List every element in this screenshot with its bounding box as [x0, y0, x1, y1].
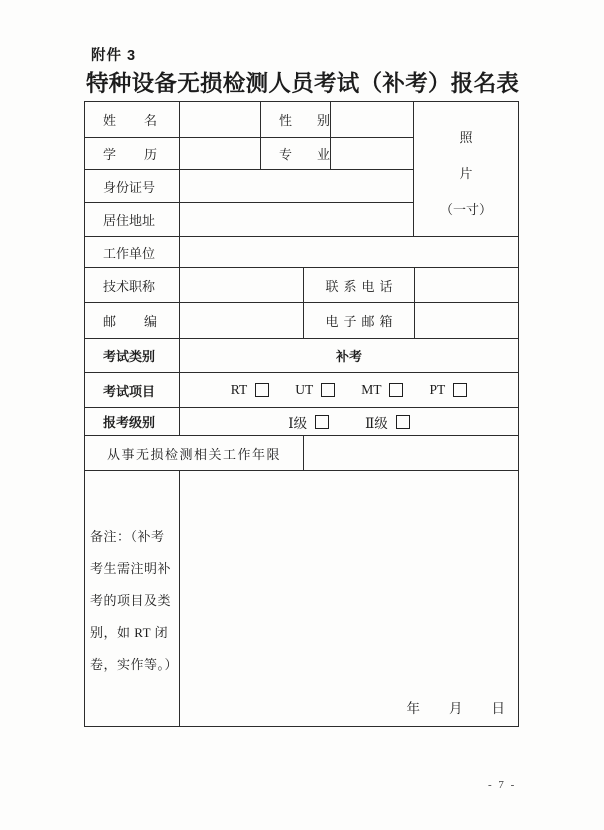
exam-category-value: 补考 [179, 339, 518, 372]
registration-table [84, 101, 519, 727]
id-number-value-field[interactable] [179, 170, 413, 202]
exam-subjects-options [179, 373, 518, 407]
postcode-value-field[interactable] [179, 303, 303, 338]
phone-value-field[interactable] [414, 268, 518, 302]
row-id-number [85, 169, 413, 202]
level-option-2 [365, 412, 410, 432]
name-label: 姓名 [103, 113, 157, 128]
personal-info-rows [85, 102, 413, 236]
gender-label: 性别 [279, 113, 330, 128]
row-exam-subjects [85, 372, 518, 407]
tech-title-label-cell [85, 268, 179, 302]
personal-info-section [85, 102, 518, 236]
checkbox-level2-icon[interactable] [396, 415, 410, 429]
major-label: 专业 [279, 147, 330, 162]
exam-subjects-label: 考试项目 [103, 383, 156, 399]
name-label-cell [85, 102, 179, 137]
row-work-years [85, 435, 518, 470]
remark-value-field[interactable] [179, 471, 518, 726]
row-apply-level [85, 407, 518, 435]
remark-line-1: 备注：（补考 [90, 529, 165, 544]
page-title: 特种设备无损检测人员考试（补考）报名表 [86, 71, 520, 96]
remark-label-cell [85, 471, 179, 726]
work-unit-label-cell [85, 237, 179, 267]
checkbox-pt-icon[interactable] [453, 383, 467, 397]
level-label-cell [85, 408, 179, 435]
work-unit-value-field[interactable] [179, 237, 518, 267]
day-label: 日 [491, 701, 505, 716]
major-label-cell [260, 138, 330, 169]
id-number-label: 身份证号 [103, 179, 156, 195]
phone-label-cell [303, 268, 414, 302]
work-years-value-field[interactable] [303, 436, 518, 470]
row-address [85, 202, 413, 236]
name-value-field[interactable] [179, 102, 260, 137]
page-number: - 7 - [488, 779, 517, 791]
id-number-label-cell [85, 170, 179, 202]
subject-option-ut [295, 382, 335, 398]
postcode-label-cell [85, 303, 179, 338]
education-label: 学历 [103, 147, 157, 162]
level-options [179, 408, 518, 435]
row-remark [85, 470, 518, 726]
subject-pt-label: PT [429, 382, 446, 397]
row-postcode-email [85, 302, 518, 338]
phone-label: 联系电话 [325, 278, 398, 294]
row-exam-category [85, 338, 518, 372]
level-1-label: Ⅰ级 [288, 415, 308, 431]
checkbox-rt-icon[interactable] [255, 383, 269, 397]
checkbox-level1-icon[interactable] [315, 415, 329, 429]
subject-option-mt [361, 382, 403, 398]
email-value-field[interactable] [414, 303, 518, 338]
photo-placeholder [413, 102, 518, 236]
subject-mt-label: MT [361, 382, 382, 397]
gender-value-field[interactable] [330, 102, 413, 137]
work-years-label-cell [85, 436, 303, 470]
subject-ut-label: UT [295, 382, 314, 397]
email-label-cell [303, 303, 414, 338]
work-years-label: 从事无损检测相关工作年限 [106, 446, 281, 462]
education-value-field[interactable] [179, 138, 260, 169]
level-option-1 [288, 412, 329, 432]
date-line [407, 697, 506, 717]
row-education-major [85, 137, 413, 169]
checkbox-mt-icon[interactable] [389, 383, 403, 397]
checkbox-ut-icon[interactable] [321, 383, 335, 397]
photo-label-line3: （一寸） [439, 201, 492, 217]
row-work-unit [85, 236, 518, 267]
month-label: 月 [449, 701, 463, 716]
remark-line-3: 考的项目及类 [90, 593, 172, 608]
email-label: 电子邮箱 [325, 314, 398, 329]
postcode-label: 邮编 [103, 314, 157, 329]
address-label: 居住地址 [103, 213, 156, 228]
address-label-cell [85, 203, 179, 236]
exam-subjects-label-cell [85, 373, 179, 407]
remark-line-4: 别，如 RT 闭 [90, 625, 169, 640]
remark-line-5: 卷，实作等。） [90, 657, 179, 672]
subject-option-rt [231, 382, 269, 398]
education-label-cell [85, 138, 179, 169]
subject-rt-label: RT [230, 382, 248, 397]
remark-line-2: 考生需注明补 [90, 561, 172, 576]
photo-label-line2: 片 [459, 165, 473, 181]
subject-option-pt [429, 382, 467, 398]
gender-label-cell [260, 102, 330, 137]
row-name-gender [85, 102, 413, 137]
tech-title-value-field[interactable] [179, 268, 303, 302]
tech-title-label: 技术职称 [103, 278, 156, 294]
exam-category-label-cell [85, 339, 179, 372]
row-tech-title-phone [85, 267, 518, 302]
exam-category-label: 考试类别 [103, 349, 156, 364]
work-unit-label: 工作单位 [103, 245, 156, 261]
major-value-field[interactable] [330, 138, 413, 169]
level-label: 报考级别 [103, 415, 156, 430]
year-label: 年 [406, 701, 420, 716]
attachment-label: 附件 3 [91, 48, 137, 64]
address-value-field[interactable] [179, 203, 413, 236]
photo-label-line1: 照 [459, 129, 473, 145]
level-2-label: Ⅱ级 [365, 415, 388, 431]
